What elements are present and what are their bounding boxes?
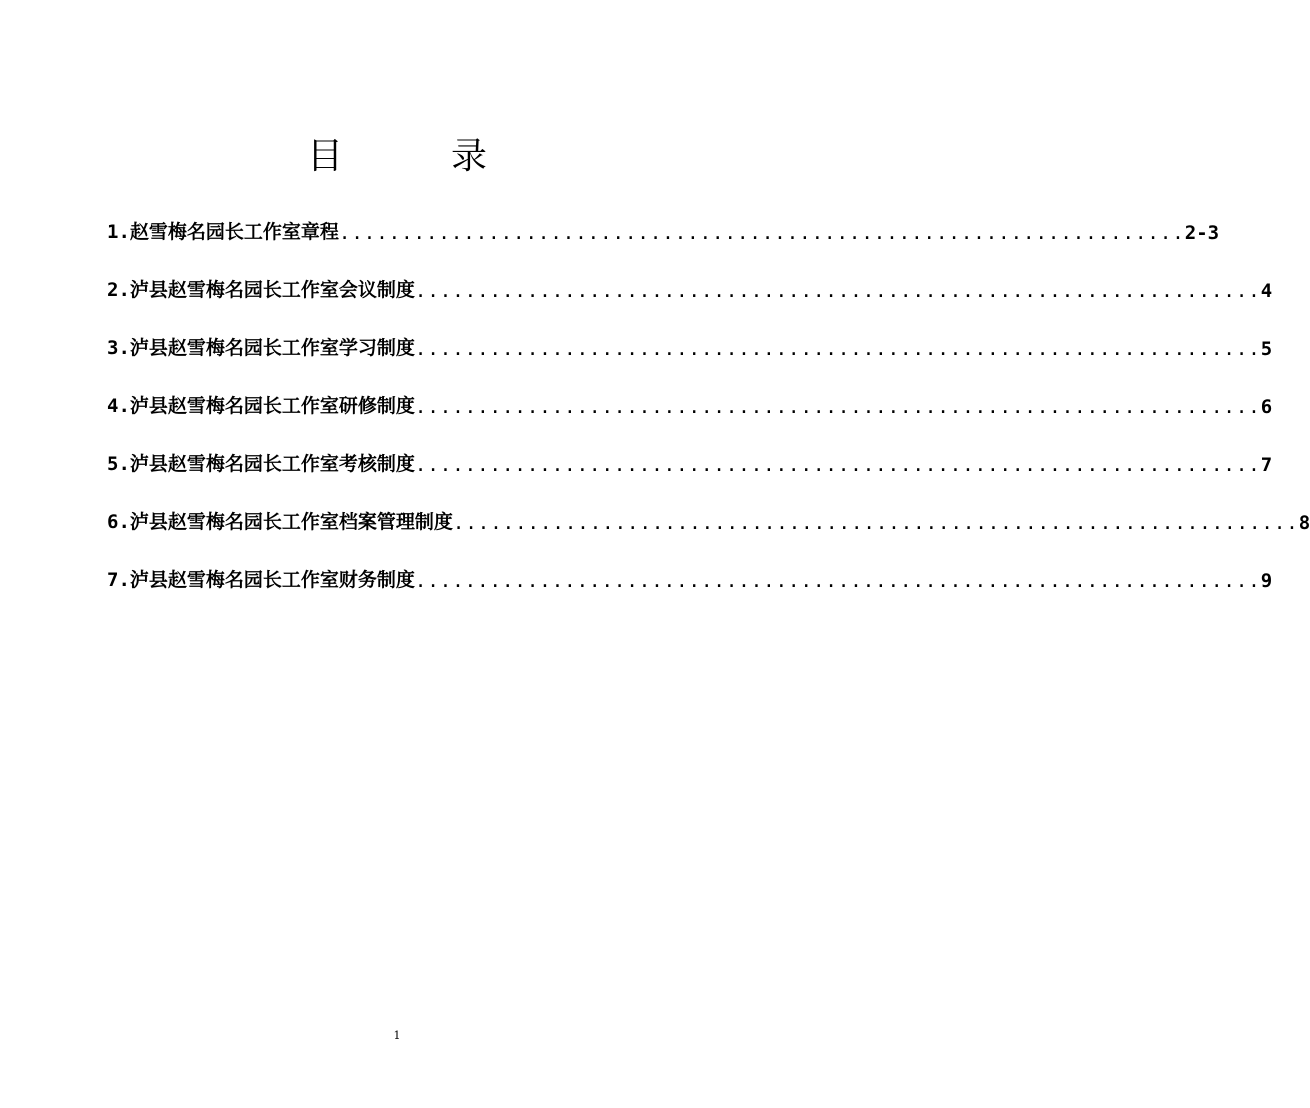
toc-entry-title: 5.泸县赵雪梅名园长工作室考核制度 [107, 453, 415, 475]
toc-leader-dots: .................................................................... [414, 338, 1261, 360]
toc-entry [107, 324, 1273, 360]
toc-entry [107, 440, 1273, 476]
toc-entry-page: 7 [1260, 454, 1273, 476]
page-number: 1 [393, 1029, 401, 1042]
toc-leader-dots: .................................................................... [338, 222, 1185, 244]
toc-leader-dots: .................................................................... [414, 396, 1261, 418]
toc-entry-title: 1.赵雪梅名园长工作室章程 [107, 221, 339, 243]
toc-entry [107, 556, 1273, 592]
toc-leader-dots: .................................................................... [414, 570, 1261, 592]
toc-entry-title: 4.泸县赵雪梅名园长工作室研修制度 [107, 395, 415, 417]
toc-entry-page: 8 [1298, 512, 1310, 534]
toc-entry [107, 382, 1273, 418]
toc-leader-dots: .................................................................... [414, 454, 1261, 476]
toc-entry-page: 4 [1260, 280, 1273, 302]
toc-entry-title: 7.泸县赵雪梅名园长工作室财务制度 [107, 569, 415, 591]
toc-leader-dots: .................................................................... [452, 512, 1299, 534]
toc-entry-title: 2.泸县赵雪梅名园长工作室会议制度 [107, 279, 415, 301]
toc-entry [107, 266, 1273, 302]
toc-entry-page: 9 [1260, 570, 1273, 592]
toc-entry-page: 2-3 [1184, 222, 1220, 244]
toc-entry-page: 5 [1260, 338, 1273, 360]
table-of-contents [107, 208, 1310, 614]
toc-leader-dots: .................................................................... [414, 280, 1261, 302]
page-title: 目 录 [306, 136, 523, 177]
toc-entry-title: 6.泸县赵雪梅名园长工作室档案管理制度 [107, 511, 453, 533]
toc-entry [107, 208, 1220, 244]
toc-entry-page: 6 [1260, 396, 1273, 418]
toc-entry [107, 498, 1310, 534]
toc-entry-title: 3.泸县赵雪梅名园长工作室学习制度 [107, 337, 415, 359]
